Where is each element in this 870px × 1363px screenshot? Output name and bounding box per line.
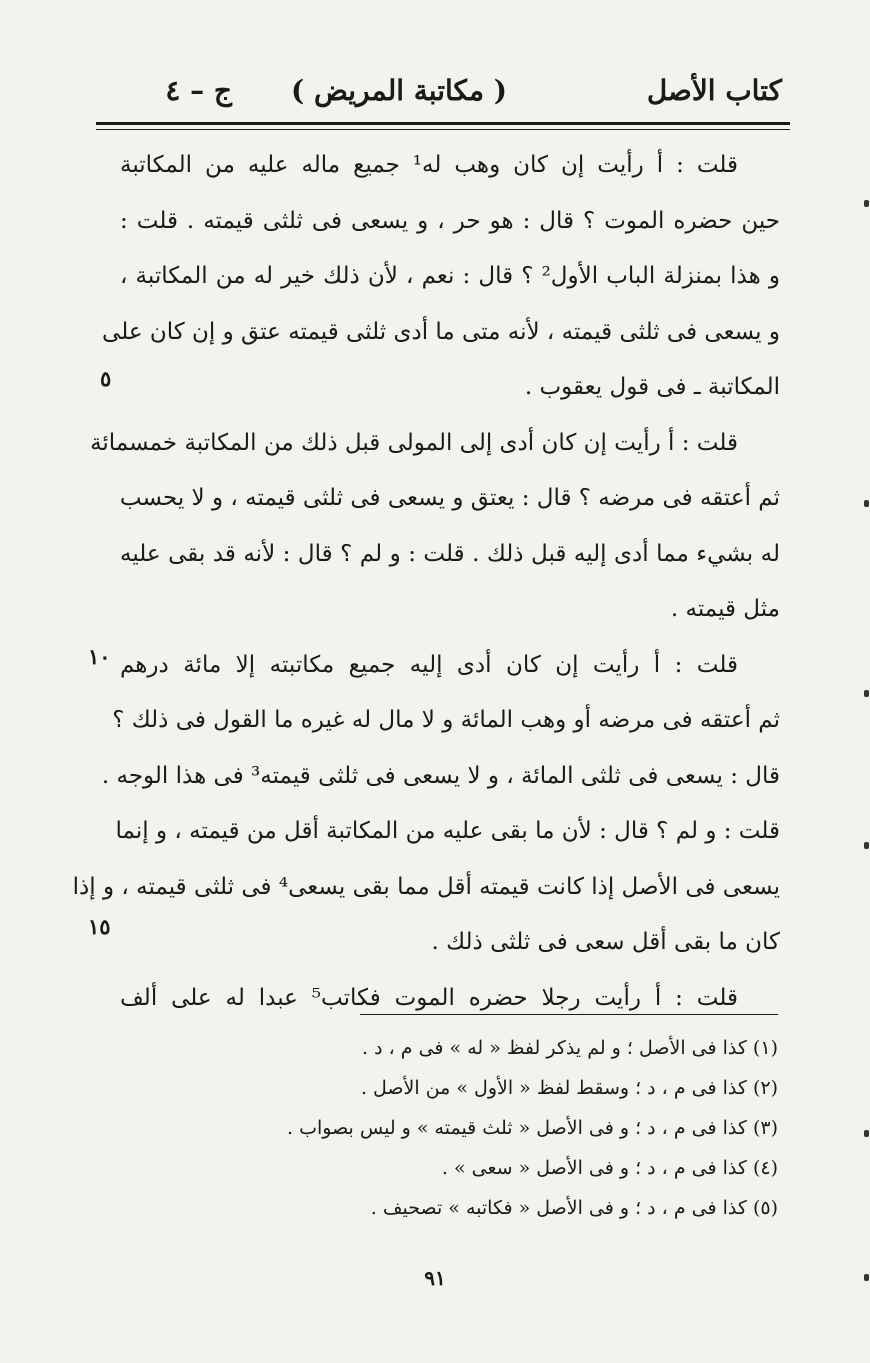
scan-mark xyxy=(864,690,869,697)
footnote: (٣) كذا فى م ، د ؛ و فى الأصل « ثلث قيمته » و ليس بصواب . xyxy=(287,1117,778,1139)
text-line: قلت : أ رأيت إن كان أدى إليه جميع مكاتبته إلا مائة درهم xyxy=(120,651,738,678)
header-rule-thin xyxy=(96,129,790,130)
page-number: ٩١ xyxy=(424,1266,446,1290)
text-line: كان ما بقى أقل سعى فى ثلثى ذلك . xyxy=(431,929,780,955)
text-line: له بشيء مما أدى إليه قبل ذلك . قلت : و لم ؟ قال : لأنه قد بقى عليه xyxy=(120,540,780,567)
text-line: حين حضره الموت ؟ قال : هو حر ، و يسعى فى ثلثى قيمته . قلت : xyxy=(120,207,780,234)
scan-mark xyxy=(864,1130,869,1137)
running-header xyxy=(112,74,792,118)
footnotes xyxy=(120,1028,784,1228)
scan-mark xyxy=(864,500,869,507)
line-number-15: ١٥ xyxy=(88,914,111,939)
text-line: المكاتبة ـ فى قول يعقوب . xyxy=(524,374,780,400)
footnote: (٥) كذا فى م ، د ؛ و فى الأصل « فكاتبه » تصحيف . xyxy=(370,1197,778,1219)
volume-label: ج – ٤ xyxy=(165,74,232,107)
text-line: قلت : أ رأيت رجلا حضره الموت فكاتب⁵ عبدا له على ألف xyxy=(120,984,738,1011)
text-line: قلت : أ رأيت إن كان وهب له¹ جميع ماله عليه من المكاتبة xyxy=(120,152,739,178)
line-number-5: ٥ xyxy=(100,366,112,391)
text-line: قلت : و لم ؟ قال : لأن ما بقى عليه من المكاتبة أقل من قيمته ، و إنما xyxy=(115,818,780,844)
scan-mark xyxy=(864,1274,869,1281)
line-number-10: ١٠ xyxy=(88,644,111,669)
book-title: كتاب الأصل xyxy=(646,74,782,107)
text-line: مثل قيمته . xyxy=(670,596,780,622)
footnote: (٢) كذا فى م ، د ؛ وسقط لفظ « الأول » من الأصل . xyxy=(360,1077,778,1099)
text-line: قال : يسعى فى ثلثى المائة ، و لا يسعى فى ثلثى قيمته³ فى هذا الوجه . xyxy=(101,762,780,789)
text-line: ثم أعتقه فى مرضه أو وهب المائة و لا مال له غيره ما القول فى ذلك ؟ xyxy=(112,707,780,733)
scan-mark xyxy=(864,842,869,849)
footnote: (١) كذا فى الأصل ؛ و لم يذكر لفظ « له » فى م ، د . xyxy=(362,1037,778,1059)
text-line: قلت : أ رأيت إن كان أدى إلى المولى قبل ذلك من المكاتبة خمسمائة xyxy=(90,429,738,456)
text-line: و يسعى فى ثلثى قيمته ، لأنه متى ما أدى ثلثى قيمته عتق و إن كان على xyxy=(102,318,780,345)
text-line: و هذا بمنزلة الباب الأول² ؟ قال : نعم ، لأن ذلك خير له من المكاتبة ، xyxy=(120,263,780,289)
header-rule-thick xyxy=(96,122,790,125)
text-line: ثم أعتقه فى مرضه ؟ قال : يعتق و يسعى فى ثلثى قيمته ، و لا يحسب xyxy=(119,485,780,511)
footnote: (٤) كذا فى م ، د ؛ و فى الأصل « سعى » . xyxy=(441,1157,778,1179)
chapter-title: ( مكاتبة المريض ) xyxy=(290,74,507,107)
footnote-rule xyxy=(360,1014,778,1015)
scan-mark xyxy=(864,200,869,207)
text-line: يسعى فى الأصل إذا كانت قيمته أقل مما بقى يسعى⁴ فى ثلثى قيمته ، و إذا xyxy=(72,873,780,900)
